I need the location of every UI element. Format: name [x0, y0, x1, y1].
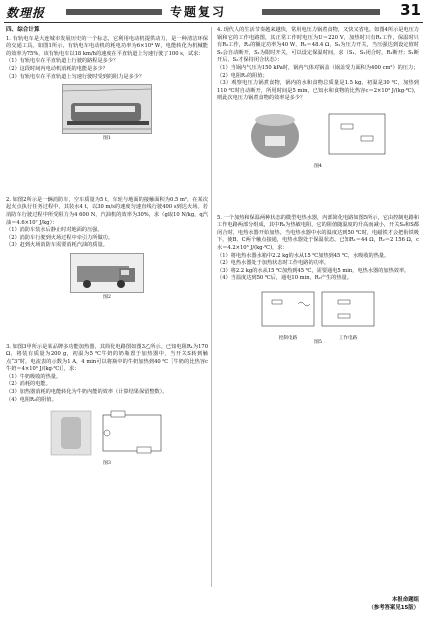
question-2-sub-3: （3）赶到火场消防车需要消耗汽油的质量。	[6, 242, 108, 249]
question-4-text: 4. 现代人的生活节奏越来越快，常用电压力锅煮食物，又快又省电。如图4所示是电压力锅和它的工作电路图，其正常工作时电压为U＝220 V，加热时只有R₁工作，保温时只有R₂工作，R₁的额定功率为40 W，R₂＝48.4 Ω，S₂为压力开关，当压强达到设定值时S₂会自动断开，S₁为限时开关，可以设定保温时间，求（S₁、S₂闭合时，R₁断开；S₁断开后，S₂才保持闭合状态）：	[217, 27, 419, 64]
question-5-sub-3: （3）将2.2 kg的水从15 ℃加热到45 ℃，需要通电5 min，电热水器的加热效率。	[217, 267, 410, 274]
question-5-sub-2: （2）电热水器处于加热状态时工作电路的功率。	[217, 260, 330, 267]
question-4-sub-1: （1）当锅内气压为150 kPa时，锅内气体对锅盖（锅盖受力面积为400 cm²）的压力；	[217, 64, 419, 71]
question-1-sub-1: （1）有轨电车在平直轨道上行驶的路程是多少？	[6, 58, 119, 65]
question-5-text: 5. 一个加热和保温两种状态的微型电热水器，内部简化电路如图5所示，它由控制电路和工作电路两部分组成，其中R₀为热敏电阻，它的阻值随温度的升高而减小，开关S₀和S都闭合时，电热水器开始加热，当电热水器中水的温度达到50 ℃时，电磁铁才会把衔铁吸下，使B、C两个触点接通，电热水器处于保温状态。已知R₁＝44 Ω，R₂＝2 156 Ω，c水＝4.2×10³ J/(kg·℃)，求：	[217, 214, 419, 251]
question-5-sub-1: （1）将电热水器水箱中2.2 kg的水从15 ℃加热到45 ℃，水吸收的热量。	[217, 252, 390, 259]
page-header	[0, 0, 427, 22]
question-2-sub-2: （2）消防车行驶到火场过程中牵引力所做功。	[6, 234, 114, 241]
header-bar-left	[66, 9, 162, 15]
question-4-sub-2: （2）电阻R₁的阻值；	[217, 72, 268, 79]
question-3-sub-4: （4）电阻R₂的阻值。	[6, 396, 57, 403]
question-5-sub-4: （4）当温度达到50 ℃后，通电10 min，R₂产生的热量。	[217, 275, 352, 282]
question-2-text: 2. 如图2所示是一辆消防车，空车质量为5 t，车轮与地面的接触面积为0.5 m²，在某次起火点执行任务过程中，其装水4 t，以30 m/s的速度匀速直线行驶400 s到达火场。若消防车行驶过程中所受阻力为4 600 N，汽油机的效率为30%，求（g取10 N/kg，q汽油＝4.6×10⁷ J/kg）：	[6, 196, 208, 226]
figure-3-caption: 图3	[103, 461, 111, 467]
figure-5-caption: 图5	[314, 339, 322, 345]
question-4	[217, 27, 419, 171]
section-title: 专题复习	[170, 5, 227, 19]
figure-2-caption: 图2	[103, 294, 111, 300]
figure-4-caption: 图4	[314, 163, 322, 169]
pressure-cooker-figure	[243, 106, 393, 162]
question-2	[6, 197, 208, 302]
figure-1-caption: 图1	[103, 136, 111, 142]
page-number: 31	[400, 1, 421, 19]
page-footer	[368, 596, 419, 612]
right-column	[217, 27, 419, 346]
question-1-text: 1. 有轨电车是大连城市发展历史的一个标志，它利用电动机提供动力，是一种清洁环保的交通工具。如图1所示，有轨电车电动机的耗电功率为6×10⁴ W，电能转化为机械能的效率为75%，该有轨电车以18 km/h的速度在平直轨道上匀速行驶了100 s，试求：	[6, 35, 208, 57]
question-3-sub-3: （3）加热器消耗的电能转化为牛奶内能的效率（计算结果保留整数）。	[6, 389, 168, 396]
newspaper-logo: 数理报	[6, 6, 46, 20]
heater-figure	[47, 407, 167, 459]
question-3-text: 3. 如图3甲所示是某品牌多功能加热器，其简化电路图如图3乙所示。已知电阻R₁为170 Ω，将装有质量为200 g，初温为5 ℃牛奶的奶瓶置于加热器中，当开关S转到触点“3”时，电流表的示数为1 A，4 min可以将瓶中的牛奶加热到40 ℃［牛奶的比热容c牛奶＝4×10³ J/(kg·℃)］，求：	[6, 343, 208, 373]
exercise-section-title: 四、综合计算	[6, 27, 40, 33]
question-3-sub-1: （1）牛奶吸收的热量。	[6, 373, 62, 380]
working-circuit-label: 工作电路	[338, 336, 358, 342]
header-bar-right	[262, 9, 380, 15]
header-rule	[4, 22, 423, 23]
column-divider	[211, 27, 212, 587]
tram-photo	[62, 84, 152, 134]
question-1	[6, 36, 208, 143]
question-1-sub-3: （3）有轨电车在平直轨道上匀速行驶时受到的阻力是多少？	[6, 73, 145, 80]
question-3-sub-2: （2）消耗的电能。	[6, 381, 51, 388]
question-1-sub-2: （2）这段时间内电动机消耗的电能是多少？	[6, 65, 108, 72]
control-circuit-label: 控制电路	[278, 336, 298, 342]
question-3	[6, 344, 208, 468]
fire-truck-photo	[70, 253, 144, 293]
question-4-sub-3: （3）观察电压力锅煮食物，锅内的水和食物总质量是1.5 kg，初温是30 ℃，加热到110 ℃时自动断开，所用时间是5 min，已知水和食物的比热容c＝2×10³ J/(kg·℃)，则此次电压力锅煮食物的效率是多少？	[217, 80, 419, 102]
question-5	[217, 215, 419, 347]
answer-reference: （参考答案见15版）	[368, 605, 419, 611]
question-2-sub-1: （1）消防车装水后静止时对地面的压强。	[6, 227, 103, 234]
left-column	[6, 27, 208, 468]
editorial-group: 本报命题组	[392, 597, 419, 603]
